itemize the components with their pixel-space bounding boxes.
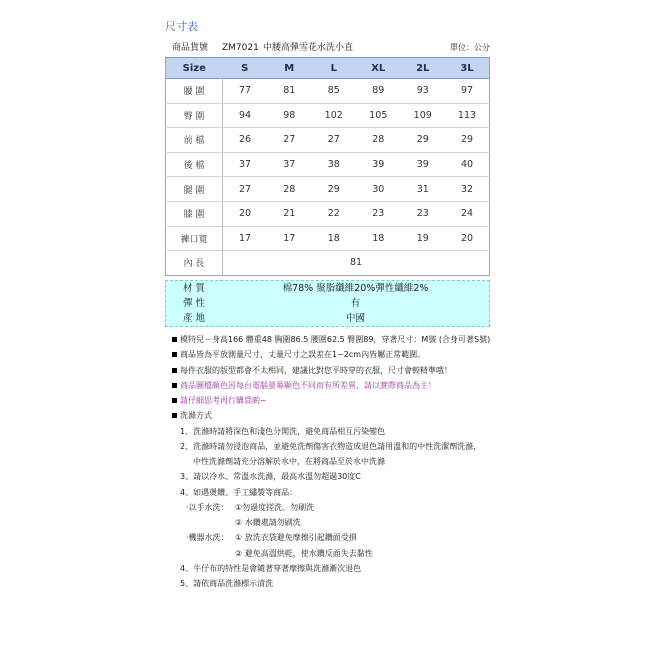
measurement-value: 39 [356,152,401,177]
size-header-s: S [223,58,268,79]
unit-label: 單位：公分 [450,43,490,52]
care-step [165,561,505,576]
note-text: 模特兒－身高166 體重48 胸圍86.5 腰圍62.5 臀圍89，穿著尺寸：M號 (合身可著S號) [180,335,491,344]
measurement-label: 臀 圍 [166,103,223,128]
measurement-row-thigh [166,177,490,202]
note-item [165,332,505,347]
measurement-row-knee [166,201,490,226]
note-item [165,378,505,393]
square-bullet-icon [172,398,177,403]
page-title: 尺寸表 [165,20,198,33]
measurement-value: 28 [356,128,401,153]
measurement-value: 28 [267,177,312,202]
note-item [165,347,505,362]
care-step-text: 1、洗滌時請將深色和淺色分開洗，避免商品相互污染變色 [180,426,386,436]
care-tip: ① 放洗衣袋避免摩擦引起鑽面受損 [235,533,357,543]
square-bullet-icon [172,413,177,418]
note-item [165,393,505,408]
measurement-row-waist [166,79,490,104]
measurement-value: 21 [267,201,312,226]
square-bullet-icon [172,337,177,342]
care-step-text: 3、請以冷水、常溫水洗滌，最高水溫勿超過30度C [180,472,361,482]
notes-list [165,332,505,591]
measurement-value: 23 [356,201,401,226]
measurement-value: 105 [356,103,401,128]
measurement-value: 22 [312,201,357,226]
measurement-value: 18 [356,226,401,251]
measurement-value: 20 [223,201,268,226]
size-header-m: M [267,58,312,79]
size-table [165,57,490,276]
measurement-value: 39 [401,152,446,177]
measurement-value: 27 [312,128,357,153]
note-text-highlight: 商品圖檔顏色因每台電腦螢幕顯色不同而有所差異，請以實際商品為主！ [180,380,436,390]
care-method-label: ‧機器水洗： [186,533,229,543]
care-step-text: 5、請依商品洗滌標示清洗 [180,579,274,588]
care-tip: ② 避免高溫烘乾，使水鑽反面失去黏性 [235,548,373,558]
measurement-row-leg-opening [166,226,490,251]
measurement-value: 81 [267,79,312,104]
measurement-value: 24 [445,201,490,226]
care-method-label: ‧以手水洗： [186,502,229,512]
measurement-value: 37 [267,152,312,177]
measurement-value: 38 [312,152,357,177]
measurement-value: 30 [356,177,401,202]
measurement-value: 37 [223,152,268,177]
measurement-label: 褲口寬 [166,226,223,251]
product-code: ZM7021 [222,43,259,53]
measurement-value: 18 [312,226,357,251]
square-bullet-icon [172,383,177,388]
size-header-size: Size [166,58,223,79]
material-row-stretch [166,296,489,311]
measurement-value: 102 [312,103,357,128]
measurement-row-inseam [166,251,490,276]
note-text-highlight: 請仔細思考再行購買喲~ [180,396,267,405]
measurement-value: 29 [401,128,446,153]
measurement-value: 81 [349,257,363,269]
care-step-continuation: 中性洗滌劑請充分溶解於水中，在將商品至於水中洗滌 [193,457,385,466]
material-label: 材 質 [182,283,206,294]
measurement-value: 27 [223,177,268,202]
measurement-value: 26 [223,128,268,153]
size-table-header [166,58,490,79]
care-step-text: 4、如遇燙鑽、手工繡製等商品： [180,487,298,497]
material-value: 有 [350,298,361,309]
care-tip-line [165,515,505,530]
care-heading-item [165,408,505,423]
measurement-label: 前 檔 [166,128,223,153]
square-bullet-icon [172,368,177,373]
size-header-3l: 3L [445,58,490,79]
measurement-row-hip [166,103,490,128]
measurement-row-back-rise [166,152,490,177]
measurement-value: 27 [267,128,312,153]
measurement-value: 17 [267,226,312,251]
product-code-label: 商品貨號 [172,43,209,53]
measurement-value: 32 [445,177,490,202]
measurement-value: 77 [223,79,268,104]
material-info-box [165,280,490,327]
measurement-value: 29 [312,177,357,202]
measurement-value: 113 [445,103,490,128]
care-step [165,469,505,484]
care-step [165,576,505,591]
product-name: 中腰高彈雪花水洗小直 [263,43,354,53]
care-step-continuation-line [165,454,505,469]
product-info-row [165,41,490,55]
material-value: 中國 [345,313,365,324]
measurement-value: 94 [223,103,268,128]
measurement-value: 19 [401,226,446,251]
care-method-hand-wash [165,500,505,515]
size-header-2l: 2L [401,58,446,79]
material-row-fabric [166,281,489,296]
measurement-value: 29 [445,128,490,153]
measurement-value: 97 [445,79,490,104]
square-bullet-icon [172,352,177,357]
measurement-value: 17 [223,226,268,251]
material-label: 產 地 [182,313,206,324]
measurement-value: 98 [267,103,312,128]
care-step [165,439,505,454]
measurement-label: 腰 圍 [166,79,223,104]
material-value: 棉78% 聚脂纖維20%彈性纖維2% [282,283,429,294]
measurement-value: 89 [356,79,401,104]
measurement-value: 23 [401,201,446,226]
measurement-value: 85 [312,79,357,104]
measurement-value: 109 [401,103,446,128]
measurement-label: 膝 圍 [166,201,223,226]
care-step [165,485,505,500]
size-header-l: L [312,58,357,79]
care-method-machine-wash [165,530,505,545]
measurement-row-front-rise [166,128,490,153]
measurement-label: 後 檔 [166,152,223,177]
measurement-label: 腿 圍 [166,177,223,202]
care-heading: 洗滌方式 [180,411,212,421]
measurement-value: 20 [445,226,490,251]
material-row-origin [166,311,489,326]
note-text: 商品皆為平放測量尺寸，丈量尺寸之誤差在1~2cm內皆屬正常範圍。 [180,350,426,360]
care-step [165,424,505,439]
note-text: 每件衣服的版型都會不太相同，建議比對您平時穿的衣服，尺寸會較精準哦！ [180,365,452,375]
measurement-value: 31 [401,177,446,202]
note-item [165,363,505,378]
care-tip-line [165,546,505,561]
measurement-value: 93 [401,79,446,104]
material-label: 彈 性 [182,298,206,309]
size-header-xl: XL [356,58,401,79]
care-step-text: 2、洗滌時請勿浸泡商品，並避免洗劑傷害衣物造成退色請用溫和的中性洗潔劑洗滌， [180,441,482,451]
care-tip: ② 水鑽處請勿刷洗 [235,518,301,527]
measurement-value: 40 [445,152,490,177]
care-step-text: 4、牛仔布的特性是會隨著穿著摩擦與洗滌漸次退色 [180,563,362,573]
measurement-label: 內 長 [166,251,223,276]
care-tip: ①勿過度搓洗、勿刷洗 [235,502,315,512]
